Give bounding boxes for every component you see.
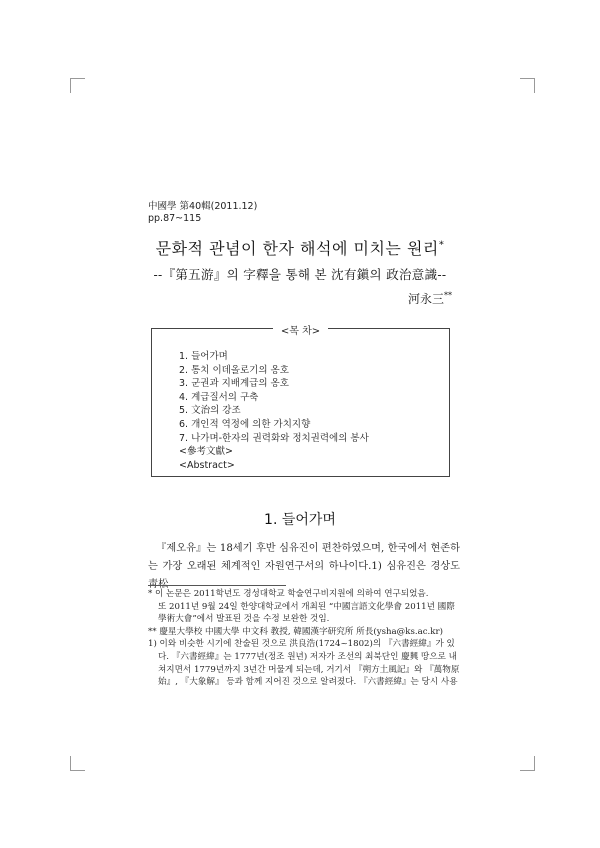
author-name: 河永三 (407, 292, 444, 306)
toc-item[interactable]: 6. 개인적 역정에 의한 가치지향 (179, 418, 311, 430)
toc-item[interactable]: <Abstract> (179, 459, 235, 471)
footnote: ** 慶星大學校 中國大學 中文科 教授, 韓國漢字研究所 所長(ysha@ks.ac.kr) (148, 626, 443, 637)
paper-title-text: 문화적 관념이 한자 해석에 미치는 원리 (155, 239, 439, 258)
table-of-contents (151, 328, 450, 477)
toc-item[interactable]: 3. 군권과 지배계급의 옹호 (179, 378, 289, 390)
toc-item[interactable]: 2. 통치 이데올로기의 옹호 (179, 364, 289, 376)
paper-title (0, 236, 600, 259)
toc-item[interactable]: 1. 들어가며 (179, 351, 228, 362)
page-range: pp.87~115 (148, 213, 202, 224)
toc-item[interactable]: 4. 계급질서의 구축 (179, 391, 259, 403)
toc-heading-wrap (152, 321, 449, 339)
title-footnote-mark[interactable]: * (438, 239, 445, 251)
footnote: * 이 논문은 2011학년도 경성대학교 학술연구비지원에 의하여 연구되었음. (148, 589, 429, 599)
journal-header (148, 201, 257, 225)
footnote-divider (148, 585, 286, 586)
section-heading: 1. 들어가며 (264, 512, 336, 528)
journal-issue: 中國學 第40輯(2011.12) (148, 201, 258, 212)
author (408, 290, 452, 307)
crop-mark-top-right (520, 78, 535, 93)
footnotes (148, 588, 460, 689)
body-paragraph: 『제오유』는 18세기 후반 심유진이 편찬하였으며, 한국에서 현존하는 가장 오래된 체계적인 자원연구서의 하나이다.1) 심유진은 경상도 靑松 (148, 543, 460, 590)
toc-item[interactable]: <參考文獻> (179, 446, 233, 458)
author-footnote-mark[interactable]: ** (444, 291, 452, 300)
footnote: 1) 이와 비슷한 시기에 찬술된 것으로 洪良浩(1724~1802)의 『六書經緯』가 있다. 『六書經緯』는 1777년(정조 원년) 저자가 조선의 최북단인 慶興 땅으로 내쳐지면서 1779년까지 3년간 머물게 되는데, 거기서 『朔方土風記』와 『萬物原始』, 『大象解』 등과 함께 지어진 것으로 알려졌다. 『六書經緯』는 당시 사용 (148, 639, 460, 688)
crop-mark-bottom-left (70, 756, 85, 771)
crop-mark-bottom-right (520, 756, 535, 771)
toc-item[interactable]: 5. 文治의 강조 (179, 405, 241, 417)
toc-item[interactable]: 7. 나가며-한자의 권력화와 정치권력에의 봉사 (179, 432, 369, 444)
toc-list (179, 350, 369, 472)
paper-subtitle: --『第五游』의 字釋을 통해 본 沈有鎭의 政治意識-- (153, 267, 447, 282)
footnote-continuation: 또 2011년 9월 24일 한양대학교에서 개최된 “中國言語文化學會 2011년 國際學術大會”에서 발표된 것을 수정 보완한 것임. (158, 601, 455, 625)
crop-mark-top-left (70, 78, 85, 93)
toc-heading: <목 차> (273, 326, 328, 337)
